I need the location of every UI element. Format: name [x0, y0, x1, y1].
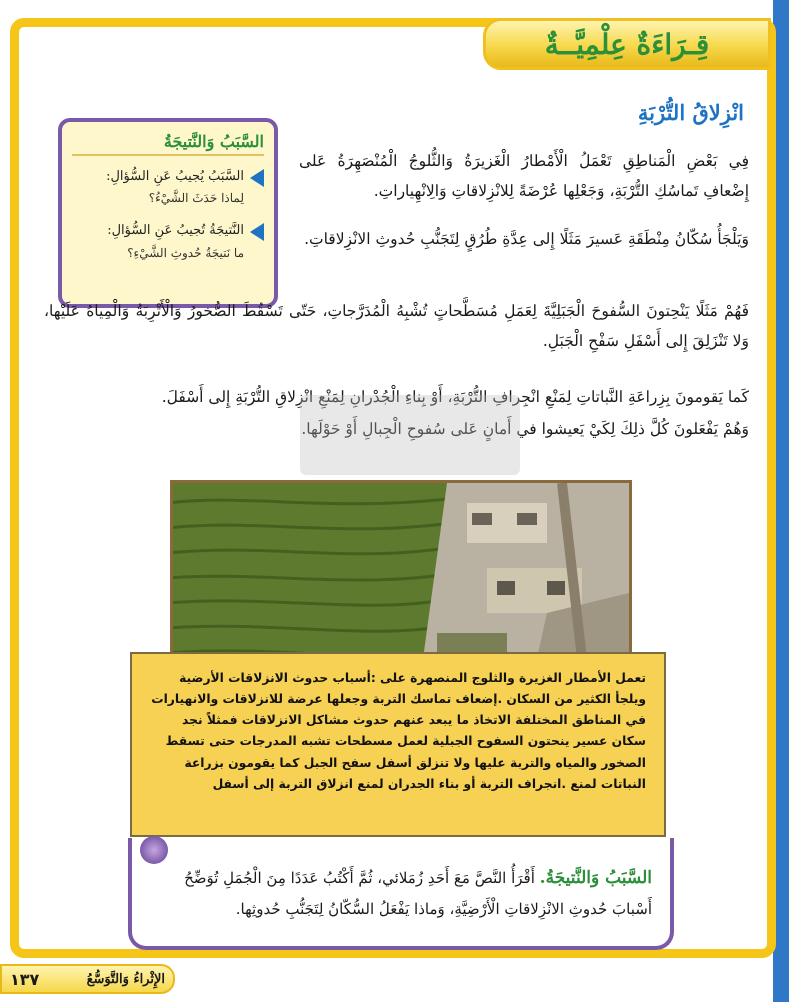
- paragraph-3: فَهُمْ مَثَلًا يَنْحِتونَ السُّفوحَ الْجَبَلِيَّةَ لِعَمَلِ مُسَطَّحاتٍ تُشْبِهُ الْمُدَرَّجاتِ، حَتّى تَسْقُطَ الصُّخورُ وَالْأَتْرِبَةُ وَالْمِياهُ عَلَيْها، وَلا تَنْزَلِقَ إِلى أَسْفَلِ سَفْحِ الْجَبَلِ.: [44, 302, 749, 351]
- arrow-left-icon: [250, 223, 264, 241]
- paragraph-4: كَما يَقومونَ بِزِراعَةِ النَّباتاتِ لِمَنْعِ انْجِرافِ التُّرْبَةِ، أَوْ بِناءِ الْجُدْرانِ لِمَنْعِ انْزِلاقِ التُّرْبَةِ إِلى أَسْفَلَ.: [161, 388, 749, 406]
- section-title: انْزِلاقُ التُّرْبَةِ: [637, 100, 744, 125]
- paragraph-1: فِي بَعْضِ الْمَناطِقِ تَعْمَلُ الْأَمْطارُ الْغَزيرَةُ وَالثُّلوجُ الْمُنْصَهِرَةُ عَلى إِضْعافِ تَماسُكِ التُّرْبَةِ، وَجَعْلِها عُرْضَةً لِلانْزِلاقاتِ وَالِانْهِياراتِ.: [299, 152, 749, 201]
- cause-effect-box: [58, 118, 278, 308]
- effect-label: النَّتيجَةُ تُجيبُ عَنِ السُّؤالِ:: [107, 223, 244, 239]
- task-label: السَّبَبُ وَالنَّتيجَةُ.: [539, 868, 652, 888]
- footer-section-label: الإِثْراءُ وَالتَّوَسُّعُ: [86, 971, 165, 987]
- decorative-circle-icon: [140, 836, 168, 864]
- header-title: قِـرَاءَةٌ عِلْمِيَّــةٌ: [544, 27, 710, 61]
- task-instruction: أَقْرَأُ النَّصَّ مَعَ أَحَدِ زُمَلائي، ثُمَّ أَكْتُبُ عَدَدًا مِنَ الْجُمَلِ تُوَضِّحُ أَسْبابَ حُدوثِ الانْزِلاقاتِ الْأَرْضِيَّةِ، وَماذا يَفْعَلُ السُّكّانُ لِتَجَنُّبِ حُدوثِها.: [184, 869, 652, 919]
- task-text: [150, 862, 652, 924]
- cause-label: السَّبَبُ يُجيبُ عَنِ السُّؤالِ:: [106, 169, 244, 184]
- arrow-left-icon: [250, 169, 264, 187]
- paragraph-5: وَهُمْ يَفْعَلونَ كُلَّ ذلِكَ لِكَيْ يَعيشوا في أَمانٍ عَلى سُفوحِ الْجِبالِ أَوْ حَوْلَها.: [301, 420, 749, 438]
- task-box: [128, 838, 674, 950]
- cause-effect-title: السَّبَبُ وَالنَّتيجَةُ: [72, 132, 264, 156]
- cause-question: لِماذا حَدَثَ الشَّيْءُ؟: [148, 191, 244, 206]
- paragraph-2: وَيَلْجَأُ سُكّانُ مِنْطَقَةِ عَسيرَ مَثَلًا إِلى عِدَّةِ طُرُقٍ لِتَجَنُّبِ حُدوثِ الانْزِلاقاتِ.: [304, 230, 749, 248]
- summary-answer-box: تعمل الأمطار الغزيرة والثلوج المنصهرة على :أسباب حدوث الانزلاقات الأرضية ويلجأ الكثير من السكان .إضعاف تماسك التربة وجعلها عرضة للانزلاقات والانهيارات في المناطق المختلفة الاتخاذ ما يبعد عنهم حدوث مشاكل الانزلاقات فمثلاً نجد سكان عسير ينحتون السفوح الجبلية لعمل مسطحات تشبه المدرجات حتى تسقط الصخور والمياه والتربة عليها ولا تنزلق أسفل سفح الجبل كما يقومون بزراعة النباتات لمنع .انجراف التربة أو بناء الجدران لمنع انزلاق التربة إلى أسفل: [130, 652, 666, 837]
- watermark: [300, 395, 520, 475]
- page-number: ١٣٧: [10, 969, 40, 989]
- effect-text: [107, 220, 244, 262]
- effect-question: ما نَتيجَةُ حُدوثِ الشَّيْءِ؟: [127, 245, 244, 260]
- footer-tab: [0, 964, 175, 994]
- cause-text: [106, 166, 244, 208]
- effect-row: [72, 220, 264, 262]
- cause-row: [72, 166, 264, 208]
- header-banner: [483, 18, 771, 70]
